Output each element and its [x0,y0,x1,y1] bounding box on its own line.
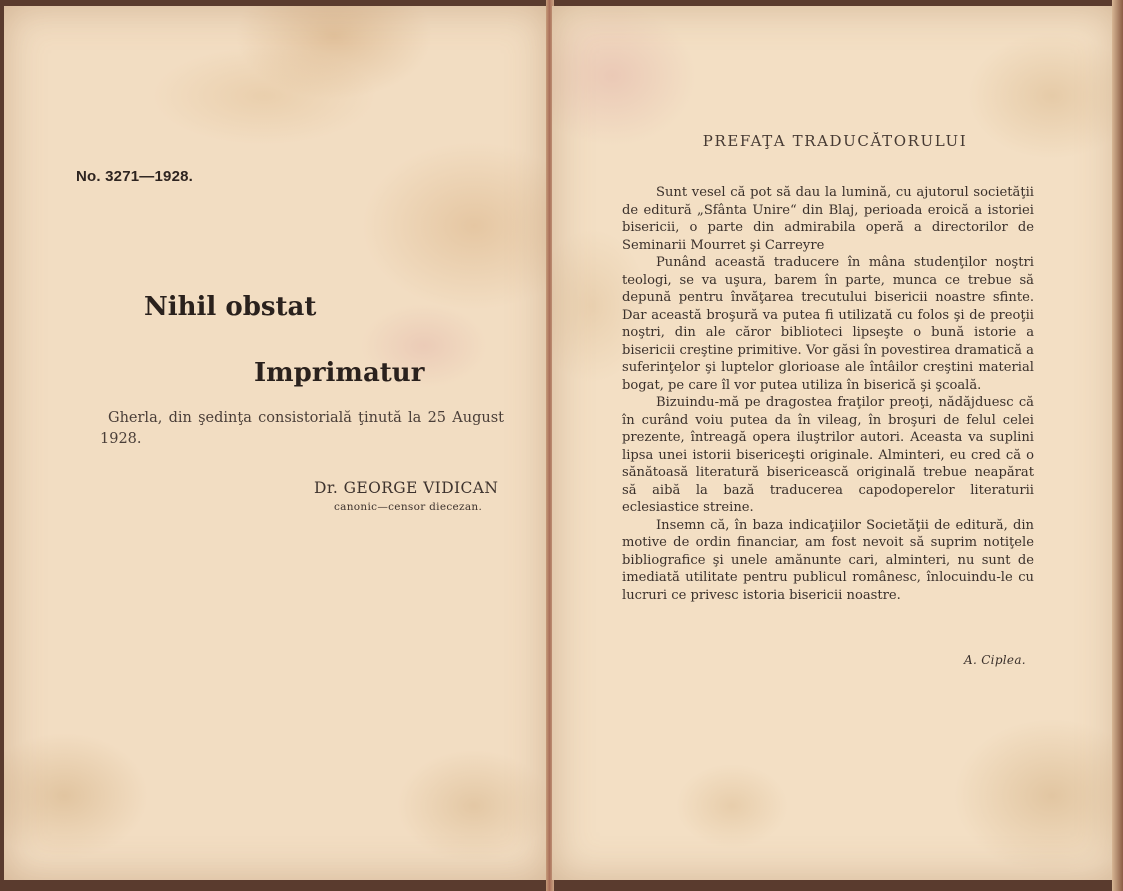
page-edge [1112,0,1123,891]
translator-signature: A. Ciplea. [964,653,1026,667]
imprimatur-heading: Imprimatur [254,358,425,388]
left-page [4,6,548,880]
catalog-number: No. 3271—1928. [76,168,194,185]
preface-paragraph: Bizuindu-mă pe dragostea fraţilor preoţi, nădăjduesc că în curând voiu putea da în vileag, în broşuri de felul celei prezente, întreagă opera iluştrilor autori. Aceasta va suplini lipsa unei istorii bisericeşti originale. Alminteri, eu cred că o sănătoasă literatură bisericească originală trebue neapărat să aibă la bază traducerea capodoperelor literaturii eclesiastice streine. [622,395,1034,515]
right-page [552,6,1118,880]
preface-title: PREFAŢA TRADUCĂTORULUI [702,132,968,150]
censor-name: Dr. GEORGE VIDICAN [314,479,499,497]
preface-paragraph: Sunt vesel că pot să dau la lumină, cu ajutorul societăţii de editură „Sfânta Unire“ din Blaj, perioada eroică a istoriei bisericii, o parte din admirabila operă a directorilor de Seminarii Mourret şi Carreyre [622,185,1034,253]
preface-paragraph: Punând această traducere în mâna studenţilor noştri teologi, se va uşura, barem în parte, munca ce trebue să depună pentru învăţarea trecutului bisericii noastre sfinte. Dar această broşură va putea fi utilizată cu folos şi de preoţii noştri, din ale căror biblioteci lipseşte o bună istorie a bisericii creştine primitive. Vor găsi în povestirea dramatică a suferinţelor şi luptelor glorioase ale întâilor creştini material bogat, pe care îl vor putea utiliza în biserică şi şcoală. [622,255,1034,393]
censor-role: canonic—censor diecezan. [334,501,483,513]
session-note: Gherla, din şedinţa consistorială ţinută la 25 August 1928. [100,410,504,447]
preface-body [622,184,1034,604]
nihil-obstat-heading: Nihil obstat [144,292,317,322]
preface-paragraph: Insemn că, în baza indicaţiilor Societăţii de editură, din motive de ordin financiar, am fost nevoit să suprim notiţele bibliografice şi unele amănunte cari, alminteri, nu sunt de imediată utilitate pentru publicul românesc, înlocuindu-le cu lucruri ce privesc istoria bisericii noastre. [622,517,1034,603]
